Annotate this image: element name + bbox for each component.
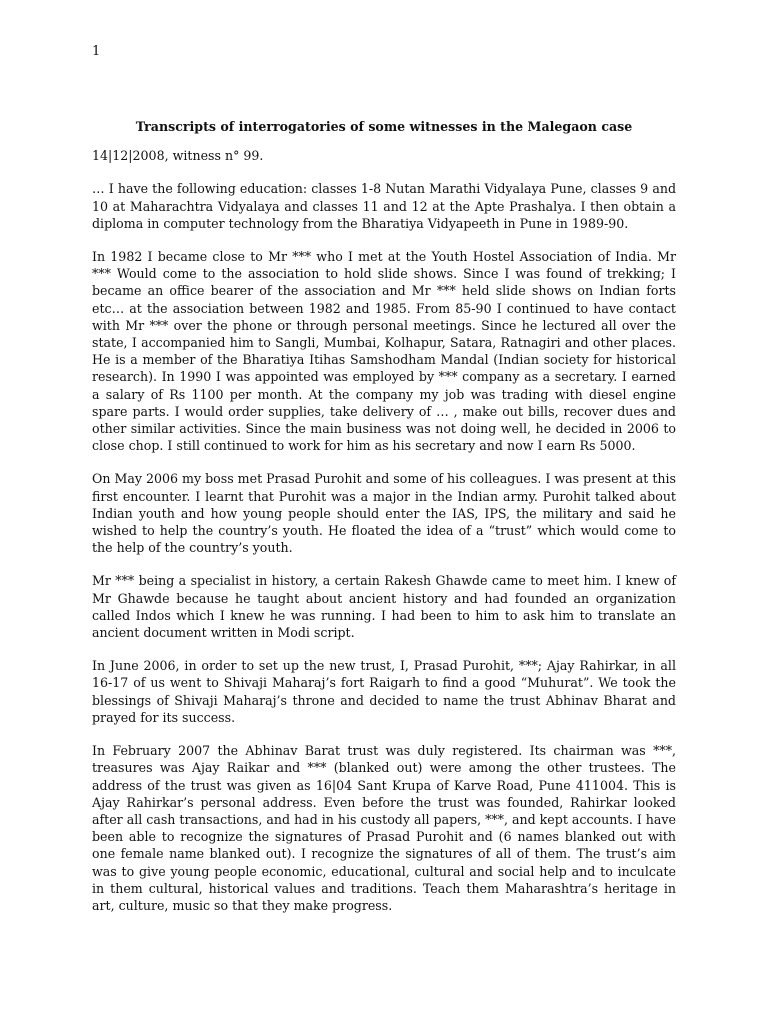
document-body bbox=[92, 118, 676, 930]
paragraph-rakesh-ghawde: Mr *** being a specialist in history, a certain Rakesh Ghawde came to meet him. I knew of Mr Ghawde because he taught about ancient history and had founded an organization called Indos which I knew he was running. I had been to him to ask him to translate an ancient document written in Modi script. bbox=[92, 573, 676, 641]
paragraph-employment: In 1982 I became close to Mr *** who I met at the Youth Hostel Association of India. Mr *** Would come to the association to hold slide shows. Since I was found of trekking; I became an office bearer of the association and Mr *** held slide shows on Indian forts etc… at the association between 1982 and 1985. From 85-90 I continued to have contact with Mr *** over the phone or through personal meetings. Since he lectured all over the state, I accompanied him to Sangli, Mumbai, Kolhapur, Satara, Ratnagiri and other places. He is a member of the Bharatiya Itihas Samshodham Mandal (Indian society for historical research). In 1990 I was appointed was employed by *** company as a secretary. I earned a salary of Rs 1100 per month. At the company my job was trading with diesel engine spare parts. I would order supplies, take delivery of … , make out bills, recover dues and other similar activities. Since the main business was not doing well, he decided in 2006 to close chop. I still continued to work for him as his secretary and now I earn Rs 5000. bbox=[92, 249, 676, 454]
paragraph-raigarh-visit: In June 2006, in order to set up the new trust, I, Prasad Purohit, ***; Ajay Rahirkar, in all 16-17 of us went to Shivaji Maharaj’s fort Raigarh to find a good “Muhurat”. We took the blessings of Shivaji Maharaj’s throne and decided to name the trust Abhinav Bharat and prayed for its success. bbox=[92, 658, 676, 725]
paragraph-education: … I have the following education: classes 1-8 Nutan Marathi Vidyalaya Pune, classes 9 and 10 at Maharachtra Vidyalaya and classes 11 and 12 at the Apte Prashalya. I then obtain a diploma in computer technology from the Bharatiya Vidyapeeth in Pune in 1989-90. bbox=[92, 181, 676, 231]
page-number: 1 bbox=[92, 44, 101, 59]
paragraph-trust-registration: In February 2007 the Abhinav Barat trust was duly registered. Its chairman was ***, treasures was Ajay Raikar and *** (blanked out) were among the other trustees. The address of the trust was given as 16|04 Sant Krupa of Karve Road, Pune 411004. This is Ajay Rahirkar’s personal address. Even before the trust was founded, Rahirkar looked after all cash transactions, and had in his custody all papers, ***, and kept accounts. I have been able to recognize the signatures of Prasad Purohit and (6 names blanked out with one female name blanked out). I recognize the signatures of all of them. The trust’s aim was to give young people economic, educational, cultural and social help and to inculcate in them cultural, historical values and traditions. Teach them Maharashtra’s heritage in art, culture, music so that they make progress. bbox=[92, 743, 676, 913]
paragraph-first-encounter: On May 2006 my boss met Prasad Purohit and some of his colleagues. I was present at this first encounter. I learnt that Purohit was a major in the Indian army. Purohit talked about Indian youth and how young people should enter the IAS, IPS, the military and said he wished to help the country’s youth. He floated the idea of a “trust” which would come to the help of the country’s youth. bbox=[92, 471, 676, 556]
witness-date-line: 14|12|2008, witness n° 99. bbox=[92, 148, 264, 164]
document-title: Transcripts of interrogatories of some witnesses in the Malegaon case bbox=[135, 119, 633, 134]
